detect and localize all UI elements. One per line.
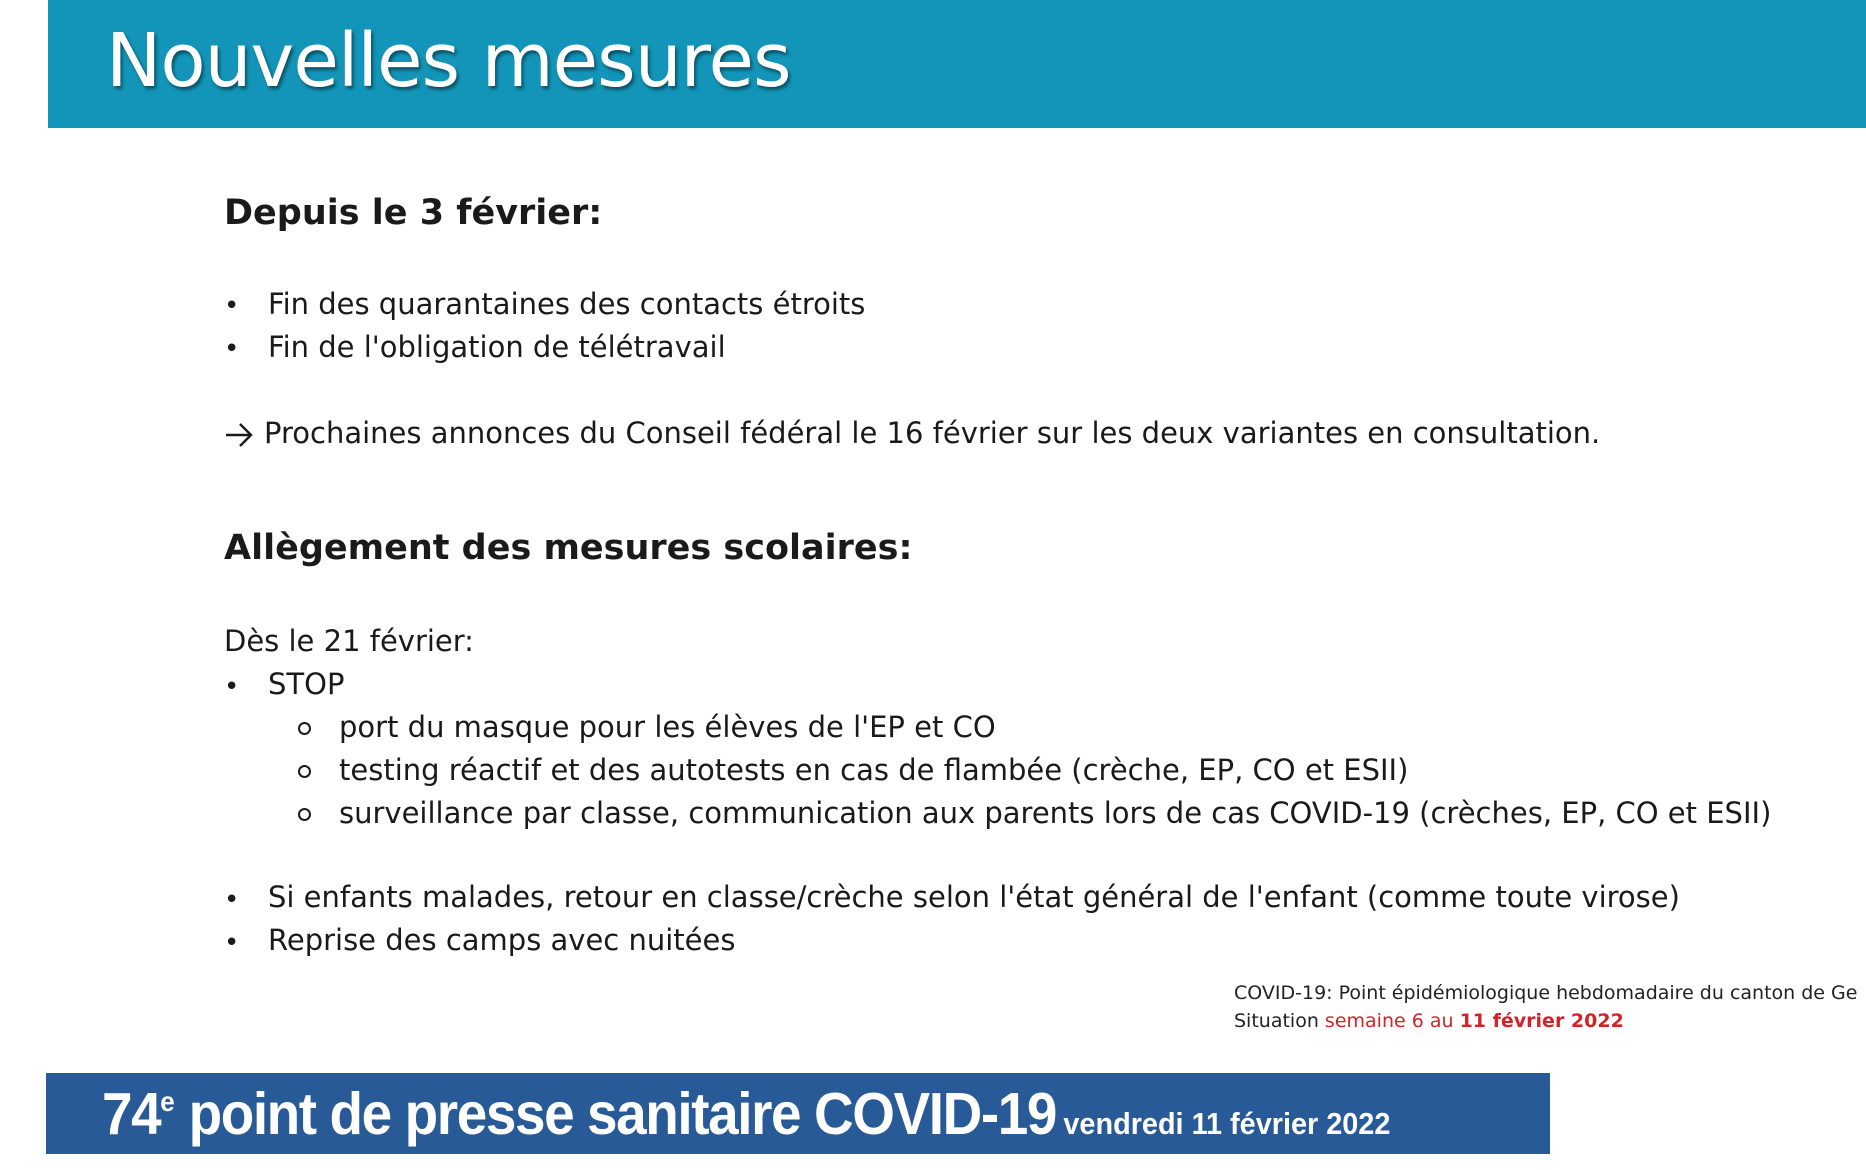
bullet-icon: •: [224, 928, 240, 958]
bullet-item: Reprise des camps avec nuitées: [268, 923, 736, 957]
slide-title: Nouvelles mesures: [106, 18, 791, 104]
sub-item: surveillance par classe, communication aux parents lors de cas COVID-19 (crèches, EP, CO et ESII): [339, 796, 1772, 830]
stop-label: STOP: [268, 667, 345, 701]
section-heading-school-measures: Allègement des mesures scolaires:: [224, 528, 913, 568]
source-line-2: Situation semaine 6 au 11 février 2022: [1234, 1010, 1624, 1032]
bullet-icon: •: [224, 334, 240, 364]
sub-item: testing réactif et des autotests en cas de flambée (crèche, EP, CO et ESII): [339, 753, 1409, 787]
press-banner-date: vendredi 11 février 2022: [1063, 1106, 1391, 1141]
bullet-item: Fin de l'obligation de télétravail: [268, 330, 726, 364]
bullet-icon: •: [224, 885, 240, 915]
date-intro: Dès le 21 février:: [224, 624, 474, 658]
hollow-circle-bullet-icon: [298, 722, 311, 735]
arrow-right-icon: [224, 422, 254, 448]
hollow-circle-bullet-icon: [298, 765, 311, 778]
press-banner-title: 74e point de presse sanitaire COVID-19 vendredi 11 février 2022: [102, 1081, 1391, 1147]
bullet-icon: •: [224, 291, 240, 321]
source-line-1: COVID-19: Point épidémiologique hebdomadaire du canton de Ge: [1234, 982, 1858, 1004]
section-heading-since-feb-3: Depuis le 3 février:: [224, 193, 603, 233]
bullet-icon: •: [224, 672, 240, 702]
hollow-circle-bullet-icon: [298, 808, 311, 821]
bullet-item: Fin des quarantaines des contacts étroits: [268, 287, 866, 321]
announcement-note: Prochaines annonces du Conseil fédéral le 16 février sur les deux variantes en consultation.: [264, 416, 1601, 450]
bullet-item: Si enfants malades, retour en classe/crèche selon l'état général de l'enfant (comme toute virose): [268, 880, 1680, 914]
sub-item: port du masque pour les élèves de l'EP et CO: [339, 710, 996, 744]
